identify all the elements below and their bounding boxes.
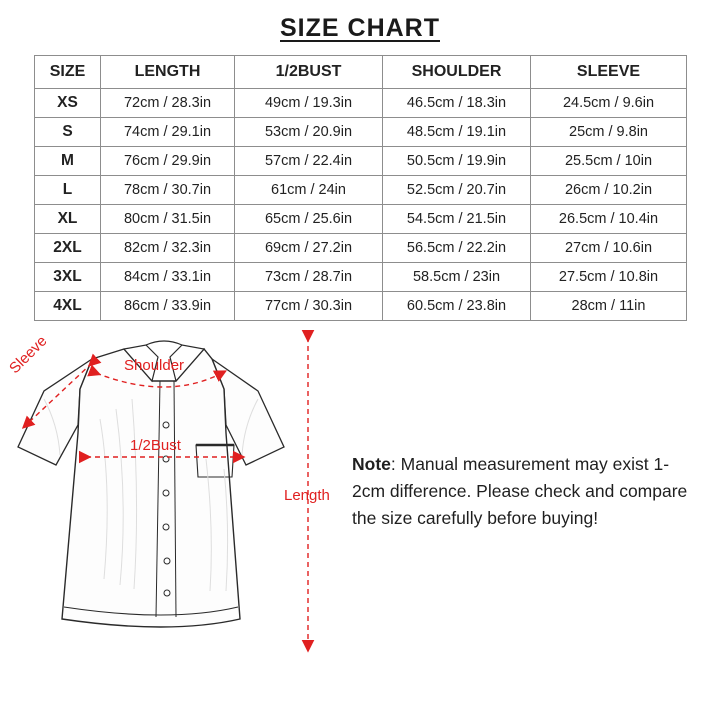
cell-shoulder: 52.5cm / 20.7in <box>383 176 531 205</box>
cell-half-bust: 77cm / 30.3in <box>235 292 383 321</box>
shirt-illustration-svg <box>0 329 340 679</box>
label-shoulder: Shoulder <box>124 357 185 374</box>
cell-sleeve: 25cm / 9.8in <box>531 118 687 147</box>
cell-length: 82cm / 32.3in <box>101 234 235 263</box>
cell-half-bust: 57cm / 22.4in <box>235 147 383 176</box>
cell-size: XS <box>35 89 101 118</box>
cell-shoulder: 58.5cm / 23in <box>383 263 531 292</box>
cell-sleeve: 25.5cm / 10in <box>531 147 687 176</box>
cell-size: 3XL <box>35 263 101 292</box>
cell-sleeve: 27.5cm / 10.8in <box>531 263 687 292</box>
cell-size: XL <box>35 205 101 234</box>
cell-length: 84cm / 33.1in <box>101 263 235 292</box>
cell-size: S <box>35 118 101 147</box>
cell-shoulder: 46.5cm / 18.3in <box>383 89 531 118</box>
cell-length: 76cm / 29.9in <box>101 147 235 176</box>
table-header-row <box>35 56 687 89</box>
cell-length: 72cm / 28.3in <box>101 89 235 118</box>
table-row <box>35 234 687 263</box>
label-length: Length <box>284 487 330 504</box>
cell-sleeve: 26cm / 10.2in <box>531 176 687 205</box>
column-header-sleeve: SLEEVE <box>531 56 687 89</box>
column-header-length: LENGTH <box>101 56 235 89</box>
table-row <box>35 292 687 321</box>
cell-shoulder: 56.5cm / 22.2in <box>383 234 531 263</box>
column-header-half-bust: 1/2BUST <box>235 56 383 89</box>
note-text: : Manual measurement may exist 1-2cm difference. Please check and compare the size carefully before buying! <box>352 454 688 528</box>
cell-sleeve: 24.5cm / 9.6in <box>531 89 687 118</box>
note-prefix: Note <box>352 454 391 474</box>
cell-length: 74cm / 29.1in <box>101 118 235 147</box>
cell-sleeve: 28cm / 11in <box>531 292 687 321</box>
cell-half-bust: 65cm / 25.6in <box>235 205 383 234</box>
table-row <box>35 147 687 176</box>
column-header-shoulder: SHOULDER <box>383 56 531 89</box>
cell-size: 2XL <box>35 234 101 263</box>
cell-length: 80cm / 31.5in <box>101 205 235 234</box>
size-table <box>34 55 687 321</box>
table-row <box>35 118 687 147</box>
shirt-diagram <box>0 329 340 679</box>
cell-shoulder: 60.5cm / 23.8in <box>383 292 531 321</box>
table-row <box>35 176 687 205</box>
cell-half-bust: 49cm / 19.3in <box>235 89 383 118</box>
label-half-bust: 1/2Bust <box>130 437 181 454</box>
cell-sleeve: 26.5cm / 10.4in <box>531 205 687 234</box>
cell-shoulder: 54.5cm / 21.5in <box>383 205 531 234</box>
cell-length: 86cm / 33.9in <box>101 292 235 321</box>
cell-length: 78cm / 30.7in <box>101 176 235 205</box>
cell-half-bust: 61cm / 24in <box>235 176 383 205</box>
measurement-note <box>352 451 702 532</box>
cell-shoulder: 48.5cm / 19.1in <box>383 118 531 147</box>
size-table-wrapper <box>34 55 686 321</box>
cell-size: M <box>35 147 101 176</box>
cell-sleeve: 27cm / 10.6in <box>531 234 687 263</box>
page-title: SIZE CHART <box>280 14 440 42</box>
cell-half-bust: 73cm / 28.7in <box>235 263 383 292</box>
diagram-and-note <box>0 329 720 689</box>
cell-half-bust: 53cm / 20.9in <box>235 118 383 147</box>
table-row <box>35 205 687 234</box>
table-row <box>35 263 687 292</box>
table-row <box>35 89 687 118</box>
cell-shoulder: 50.5cm / 19.9in <box>383 147 531 176</box>
cell-size: 4XL <box>35 292 101 321</box>
cell-half-bust: 69cm / 27.2in <box>235 234 383 263</box>
column-header-size: SIZE <box>35 56 101 89</box>
label-sleeve: Sleeve <box>6 332 51 378</box>
cell-size: L <box>35 176 101 205</box>
